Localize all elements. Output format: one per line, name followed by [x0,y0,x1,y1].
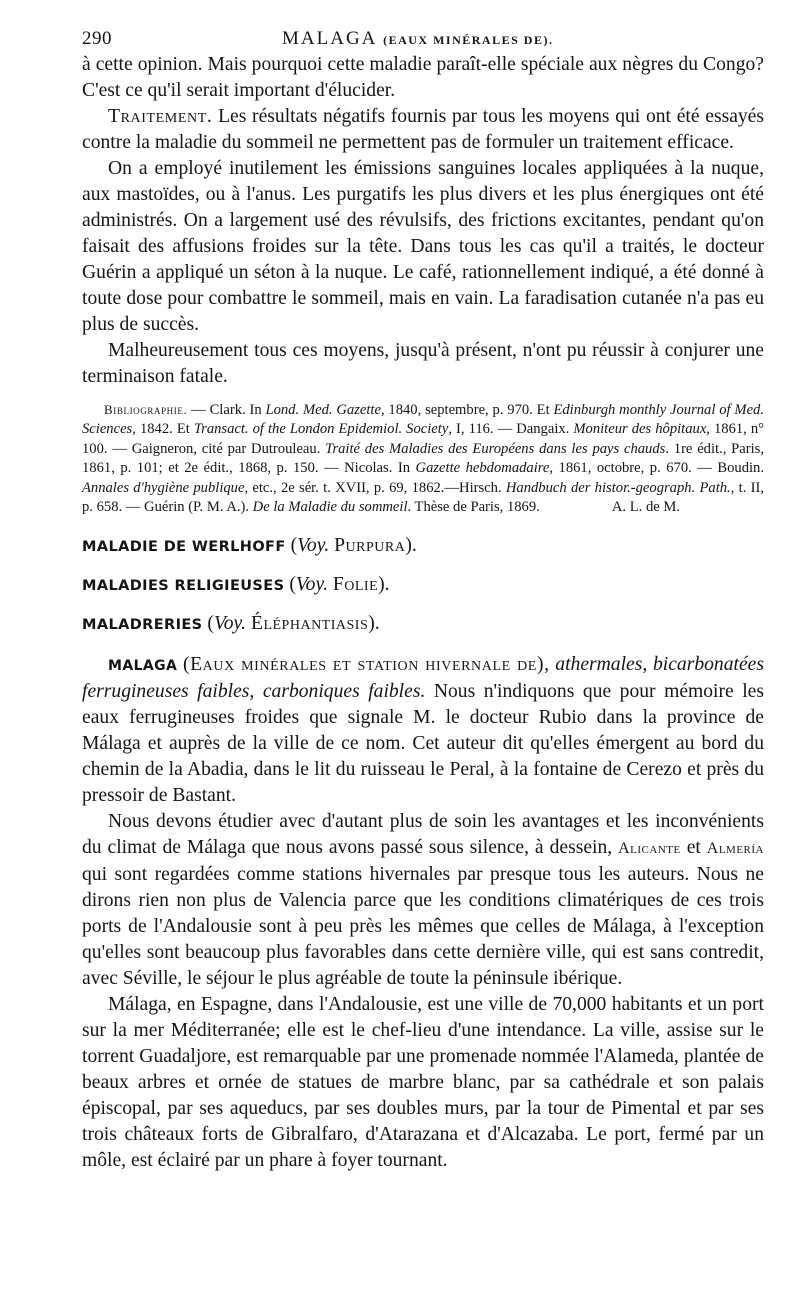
climate-text: et [680,837,707,859]
bibliography-label: Bibliographie. [104,402,188,417]
biblio-seg: , t. II, p. 658. — Guérin (P. M. A.). [82,479,764,516]
biblio-seg: , 1861, n° 100. — Gaigneron, cité par Dutrouleau. [82,421,764,457]
malaga-article [82,652,764,1174]
malaga-qualifiers: athermales, bicarbonatées ferrugineuses faibles, carboniques faibles. [82,654,764,703]
cross-reference: Folie [332,574,379,596]
biblio-title: Traité des Maladies des Européens dans les pays chauds [325,440,666,457]
entry-keyword: MALADIE DE WERLHOFF [82,539,286,556]
entry-keyword: MALADIES RELIGIEUSES [82,578,285,595]
bibliography [82,400,764,517]
malaga-intro-text: Nous n'indiquons que pour mémoire les eaux ferrugineuses froides que signale M. le docteur Rubio dans la province de Málaga et auprès de la ville de ce nom. Cet auteur dit qu'elles émergent au bord du chemin de la Abadia, dans le lit du ruisseau le Peral, à la fontaine de Cerezo et près du pressoir de Bastant. [82,681,764,807]
entry-close: ). [405,535,417,557]
author-signature: A. L. de M. [611,499,680,516]
malaga-keyword: MALAGA [108,658,178,675]
paragraph-traitement [82,104,764,156]
biblio-title: Annales d'hygiène publique [82,479,245,496]
paragraph-conclusion: Malheureusement tous ces moyens, jusqu'à présent, n'ont pu réussir à conjurer une terminaison fatale. [82,340,764,387]
malaga-paragraph-climate [82,809,764,992]
running-head-title: MALAGA [282,28,377,49]
entry-close: ). [368,613,380,635]
biblio-title: Transact. of the London Epidemiol. Society [193,421,449,438]
malaga-subtitle: (Eaux minérales et station hivernale de), [182,654,550,676]
page-number: 290 [82,28,112,49]
malaga-paragraph-city: Málaga, en Espagne, dans l'Andalousie, est une ville de 70,000 habitants et un port sur la mer Méditerranée; elle est le chef-lieu d'une intendance. La ville, assise sur le torrent Guadaljore, est remarquable par une promenade nommée l'Alameda, plantée de beaux arbres et ornée de statues de marbre blanc, par sa cathédrale et son palais épiscopal, par ses aqueducs, par ses doubles murs, par la tour de Pimental et par ses trois châteaux forts de Gibralfaro, d'Atarazana et d'Alcazaba. Le port, fermé par un môle, est éclairé par un phare à foyer tournant. [82,994,764,1172]
biblio-title: Lond. Med. Gazette [265,402,381,418]
entry-keyword: MALADRERIES [82,617,203,634]
biblio-seg: — Clark. In [187,402,266,418]
entry-maladreries: MALADRERIES (Voy. Éléphantiasis). [82,613,380,635]
voy-label: Voy. [295,574,328,596]
biblio-seg: , I, 116. — Dangaix. [448,421,574,438]
article-body [82,52,764,390]
cross-reference: Éléphantiasis [250,613,369,635]
paragraph-treatments: On a employé inutilement les émissions sanguines locales appliquées à la nuque, aux mastoïdes, ou à l'anus. Les purgatifs les plus divers et les plus énergiques ont été administrés. On a largement usé des révulsifs, des frictions excitantes, pendant qu'on faisait des affusions froides sur la tête. Dans tous les cas qu'il a traités, le docteur Guérin a appliqué un séton à la nuque. Le café, rationnellement indiqué, a été donné à toute dose pour combattre le sommeil, mais en vain. La faradisation cutanée n'a pas eu plus de succès. [82,158,764,335]
biblio-seg: . Thèse de Paris, 1869. [407,499,540,516]
cross-reference: Purpura [334,535,406,557]
entry-maladies-religieuses: MALADIES RELIGIEUSES (Voy. Folie). [82,574,390,596]
voy-label: Voy. [213,613,247,635]
traitement-text: Les résultats négatifs fournis par tous les moyens qui ont été essayés contre la maladie du sommeil ne permettent pas de formuler un traitement efficace. [82,106,765,153]
biblio-seg: , 1842. Et [132,421,194,438]
running-head [282,28,553,50]
biblio-seg: , 1861, octobre, p. 670. — Boudin. [549,460,764,477]
biblio-seg: , etc., 2e sér. t. XVII, p. 69, 1862.—Hirsch. [244,479,506,496]
entry-close: ). [378,574,390,596]
biblio-title: Edinburgh monthly Journal of Med. Sciences [82,402,764,438]
section-label-traitement: Traitement. [108,106,213,127]
page-header [82,24,764,52]
biblio-title: Handbuch der histor.-geograph. Path. [505,479,731,496]
place-alicante: Alicante [618,840,681,858]
climate-text: Nous devons étudier avec d'autant plus de soin les avantages et les inconvénients du climat de Málaga que nous avons passé sous silence, à dessein, [82,811,764,859]
biblio-seg: . 1re édit., Paris, 1861, p. 101; et 2e édit., 1868, p. 150. — Nicolas. In [82,440,765,477]
running-head-subtitle: (EAUX MINÉRALES DE). [383,33,554,47]
place-almeria: Almería [706,840,764,858]
biblio-title: De la Maladie du sommeil [252,499,408,516]
biblio-seg: , 1840, septembre, p. 970. Et [380,402,554,418]
biblio-title: Gazette hebdomadaire [415,460,550,477]
entry-maladie-de-werlhoff: MALADIE DE WERLHOFF (Voy. Purpura). [82,535,417,557]
biblio-title: Moniteur des hôpitaux [573,421,707,438]
malaga-paragraph-intro [82,652,764,809]
paragraph-continuation: à cette opinion. Mais pourquoi cette maladie paraît-elle spéciale aux nègres du Congo? C'est ce qu'il serait important d'élucider. [82,54,764,101]
climate-text: qui sont regardées comme stations hivernales par presque tous les auteurs. Nous ne dirons rien non plus de Valencia parce que les conditions climatériques de ces trois ports de l'Andalousie sont à peu près les mêmes que celles de Málaga, à l'exception qu'elles sont beaucoup plus favorables dans cette dernière ville, qui est sans contredit, avec Séville, le séjour le plus agréable de toute la péninsule ibérique. [82,864,764,990]
voy-label: Voy. [297,535,330,557]
